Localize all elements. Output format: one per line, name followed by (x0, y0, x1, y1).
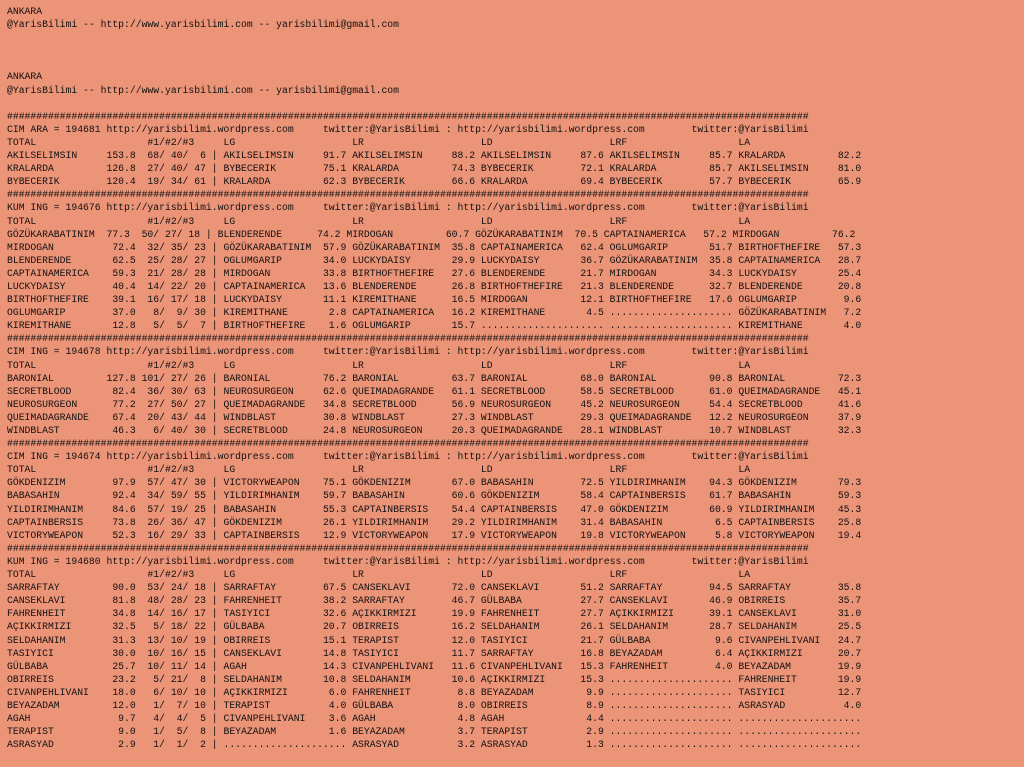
text-line: BEYAZADAM 12.0 1/ 7/ 10 | TERAPIST 4.0 GÜLBABA 8.0 OBIRREIS 8.9 ..................... ASRASYAD 4.0 (7, 699, 862, 711)
text-line: TASIYICI 30.0 10/ 16/ 15 | CANSEKLAVI 14.8 TASIYICI 11.7 SARRAFTAY 16.8 BEYAZADAM 6.4 AÇIKKIRMIZI 20.7 (7, 647, 862, 659)
blank-line (7, 97, 861, 110)
text-line: BYBECERIK 120.4 19/ 34/ 61 | KRALARDA 62.3 BYBECERIK 66.6 KRALARDA 69.4 BYBECERIK 57.7 BYBECERIK 65.9 (7, 176, 862, 188)
text-line: ASRASYAD 2.9 1/ 1/ 2 | ..................... ASRASYAD 3.2 ASRASYAD 1.3 ..................... ..................... (7, 739, 862, 751)
text-line: BARONIAL 127.8 101/ 27/ 26 | BARONIAL 76.2 BARONIAL 63.7 BARONIAL 68.0 BARONIAL 90.8 BARONIAL 72.3 (7, 372, 862, 384)
text-line: GÖKDENIZIM 97.9 57/ 47/ 30 | VICTORYWEAPON 75.1 GÖKDENIZIM 67.0 BABASAHIN 72.5 YILDIRIMHANIM 94.3 GÖKDENIZIM 79.3 (7, 477, 862, 489)
text-line: CANSEKLAVI 81.8 48/ 28/ 23 | FAHRENHEIT 38.2 SARRAFTAY 46.7 GÜLBABA 27.7 CANSEKLAVI 46.9 OBIRREIS 35.7 (7, 595, 862, 607)
text-line: SARRAFTAY 90.0 53/ 24/ 18 | SARRAFTAY 67.5 CANSEKLAVI 72.0 CANSEKLAVI 51.2 SARRAFTAY 94.5 SARRAFTAY 35.8 (7, 582, 862, 594)
text-line: CAPTAINAMERICA 59.3 21/ 28/ 28 | MIRDOGAN 33.8 BIRTHOFTHEFIRE 27.6 BLENDERENDE 21.7 MIRDOGAN 34.3 LUCKYDAISY 25.4 (7, 267, 862, 279)
text-line: TERAPIST 9.0 1/ 5/ 8 | BEYAZADAM 1.6 BEYAZADAM 3.7 TERAPIST 2.9 ..................... ..................... (7, 726, 862, 738)
text-line: MIRDOGAN 72.4 32/ 35/ 23 | GÖZÜKARABATINIM 57.9 GÖZÜKARABATINIM 35.8 CAPTAINAMERICA 62.4 OGLUMGARIP 51.7 BIRTHOFTHEFIRE 57.3 (7, 241, 862, 253)
blank-line (7, 44, 861, 57)
text-line: CAPTAINBERSIS 73.8 26/ 36/ 47 | GÖKDENIZIM 26.1 YILDIRIMHANIM 29.2 YILDIRIMHANIM 31.4 BABASAHIN 6.5 CAPTAINBERSIS 25.8 (7, 516, 862, 528)
text-line: TOTAL #1/#2/#3 LG LR LD LRF LA (7, 136, 751, 148)
text-line: ######################################################################################################################################### (7, 110, 809, 122)
text-line: KUM ING = 194680 http://yarisbilimi.wordpress.com twitter:@YarisBilimi : http://yarisbilimi.wordpress.com twitter:@YarisBilimi (7, 555, 809, 567)
text-line: ######################################################################################################################################### (7, 438, 809, 450)
text-line: AGAH 9.7 4/ 4/ 5 | CIVANPEHLIVANI 3.6 AGAH 4.8 AGAH 4.4 ..................... ..................... (7, 713, 862, 725)
race-results-document (7, 5, 861, 751)
text-line: BIRTHOFTHEFIRE 39.1 16/ 17/ 18 | LUCKYDAISY 11.1 KIREMITHANE 16.5 MIRDOGAN 12.1 BIRTHOFTHEFIRE 17.6 OGLUMGARIP 9.6 (7, 294, 862, 306)
text-line: VICTORYWEAPON 52.3 16/ 29/ 33 | CAPTAINBERSIS 12.9 VICTORYWEAPON 17.9 VICTORYWEAPON 19.8 VICTORYWEAPON 5.8 VICTORYWEAPON 19.4 (7, 529, 862, 541)
text-line: QUEIMADAGRANDE 67.4 20/ 43/ 44 | WINDBLAST 30.8 WINDBLAST 27.3 WINDBLAST 29.3 QUEIMADAGRANDE 12.2 NEUROSURGEON 37.9 (7, 411, 862, 423)
text-line: NEUROSURGEON 77.2 27/ 50/ 27 | QUEIMADAGRANDE 34.8 SECRETBLOOD 56.9 NEUROSURGEON 45.2 NEUROSURGEON 54.4 SECRETBLOOD 41.6 (7, 398, 862, 410)
text-line: ANKARA (7, 6, 43, 17)
text-line: YILDIRIMHANIM 84.6 57/ 19/ 25 | BABASAHIN 55.3 CAPTAINBERSIS 54.4 CAPTAINBERSIS 47.0 GÖKDENIZIM 60.9 YILDIRIMHANIM 45.3 (7, 503, 862, 515)
text-line: GÜLBABA 25.7 10/ 11/ 14 | AGAH 14.3 CIVANPEHLIVANI 11.6 CIVANPEHLIVANI 15.3 FAHRENHEIT 4.0 BEYAZADAM 19.9 (7, 660, 862, 672)
text-line: AÇIKKIRMIZI 32.5 5/ 18/ 22 | GÜLBABA 20.7 OBIRREIS 16.2 SELDAHANIM 26.1 SELDAHANIM 28.7 SELDAHANIM 25.5 (7, 621, 862, 633)
blank-line (7, 31, 861, 44)
text-line: OBIRREIS 23.2 5/ 21/ 8 | SELDAHANIM 10.8 SELDAHANIM 10.6 AÇIKKIRMIZI 15.3 ..................... FAHRENHEIT 19.9 (7, 673, 862, 685)
text-line: ######################################################################################################################################### (7, 542, 809, 554)
text-line: SECRETBLOOD 82.4 36/ 30/ 63 | NEUROSURGEON 62.6 QUEIMADAGRANDE 61.1 SECRETBLOOD 58.5 SECRETBLOOD 61.0 QUEIMADAGRANDE 45.1 (7, 385, 862, 397)
text-line: CIVANPEHLIVANI 18.0 6/ 10/ 10 | AÇIKKIRMIZI 6.0 FAHRENHEIT 8.8 BEYAZADAM 9.9 ..................... TASIYICI 12.7 (7, 686, 862, 698)
text-line: TOTAL #1/#2/#3 LG LR LD LRF LA (7, 569, 751, 581)
blank-line (7, 57, 861, 70)
text-line: OGLUMGARIP 37.0 8/ 9/ 30 | KIREMITHANE 2.8 CAPTAINAMERICA 16.2 KIREMITHANE 4.5 ..................... GÖZÜKARABATINIM 7.2 (7, 307, 862, 319)
text-line: ANKARA (7, 71, 43, 83)
text-line: ######################################################################################################################################### (7, 333, 809, 345)
text-line: FAHRENHEIT 34.8 14/ 16/ 17 | TASIYICI 32.6 AÇIKKIRMIZI 19.9 FAHRENHEIT 27.7 AÇIKKIRMIZI 39.1 CANSEKLAVI 31.0 (7, 608, 862, 620)
text-line: CIM ARA = 194681 http://yarisbilimi.wordpress.com twitter:@YarisBilimi : http://yarisbilimi.wordpress.com twitter:@YarisBilimi (7, 123, 809, 135)
text-line: LUCKYDAISY 40.4 14/ 22/ 20 | CAPTAINAMERICA 13.6 BLENDERENDE 26.8 BIRTHOFTHEFIRE 21.3 BLENDERENDE 32.7 BLENDERENDE 20.8 (7, 280, 862, 292)
text-line: BABASAHIN 92.4 34/ 59/ 55 | YILDIRIMHANIM 59.7 BABASAHIN 60.6 GÖKDENIZIM 58.4 CAPTAINBERSIS 61.7 BABASAHIN 59.3 (7, 490, 862, 502)
text-line: @YarisBilimi -- http://www.yarisbilimi.com -- yarisbilimi@gmail.com (7, 84, 400, 96)
text-line: CIM ING = 194678 http://yarisbilimi.wordpress.com twitter:@YarisBilimi : http://yarisbilimi.wordpress.com twitter:@YarisBilimi (7, 346, 809, 358)
text-line: ######################################################################################################################################### (7, 189, 809, 201)
text-line: TOTAL #1/#2/#3 LG LR LD LRF LA (7, 215, 751, 227)
text-line: WINDBLAST 46.3 6/ 40/ 30 | SECRETBLOOD 24.8 NEUROSURGEON 20.3 QUEIMADAGRANDE 28.1 WINDBLAST 10.7 WINDBLAST 32.3 (7, 425, 862, 436)
text-line: SELDAHANIM 31.3 13/ 10/ 19 | OBIRREIS 15.1 TERAPIST 12.0 TASIYICI 21.7 GÜLBABA 9.6 CIVANPEHLIVANI 24.7 (7, 634, 862, 646)
text-line: AKILSELIMSIN 153.8 68/ 40/ 6 | AKILSELIMSIN 91.7 AKILSELIMSIN 88.2 AKILSELIMSIN 87.6 AKILSELIMSIN 85.7 KRALARDA 82.2 (7, 150, 862, 162)
text-line: TOTAL #1/#2/#3 LG LR LD LRF LA (7, 359, 751, 371)
text-line: KUM ING = 194676 http://yarisbilimi.wordpress.com twitter:@YarisBilimi : http://yarisbilimi.wordpress.com twitter:@YarisBilimi (7, 202, 809, 214)
text-line: @YarisBilimi -- http://www.yarisbilimi.com -- yarisbilimi@gmail.com (7, 19, 400, 31)
text-line: KIREMITHANE 12.8 5/ 5/ 7 | BIRTHOFTHEFIRE 1.6 OGLUMGARIP 15.7 ..................... ..................... KIREMITHANE 4.0 (7, 320, 862, 332)
text-line: BLENDERENDE 62.5 25/ 28/ 27 | OGLUMGARIP 34.0 LUCKYDAISY 29.9 LUCKYDAISY 36.7 GÖZÜKARABATINIM 35.8 CAPTAINAMERICA 28.7 (7, 254, 862, 266)
text-line: CIM ING = 194674 http://yarisbilimi.wordpress.com twitter:@YarisBilimi : http://yarisbilimi.wordpress.com twitter:@YarisBilimi (7, 451, 809, 463)
text-line: KRALARDA 126.8 27/ 40/ 47 | BYBECERIK 75.1 KRALARDA 74.3 BYBECERIK 72.1 KRALARDA 85.7 AKILSELIMSIN 81.0 (7, 163, 862, 175)
text-line: TOTAL #1/#2/#3 LG LR LD LRF LA (7, 464, 751, 476)
text-line: GÖZÜKARABATINIM 77.3 50/ 27/ 18 | BLENDERENDE 74.2 MIRDOGAN 60.7 GÖZÜKARABATINIM 70.5 CAPTAINAMERICA 57.2 MIRDOGAN 76.2 (7, 228, 856, 240)
